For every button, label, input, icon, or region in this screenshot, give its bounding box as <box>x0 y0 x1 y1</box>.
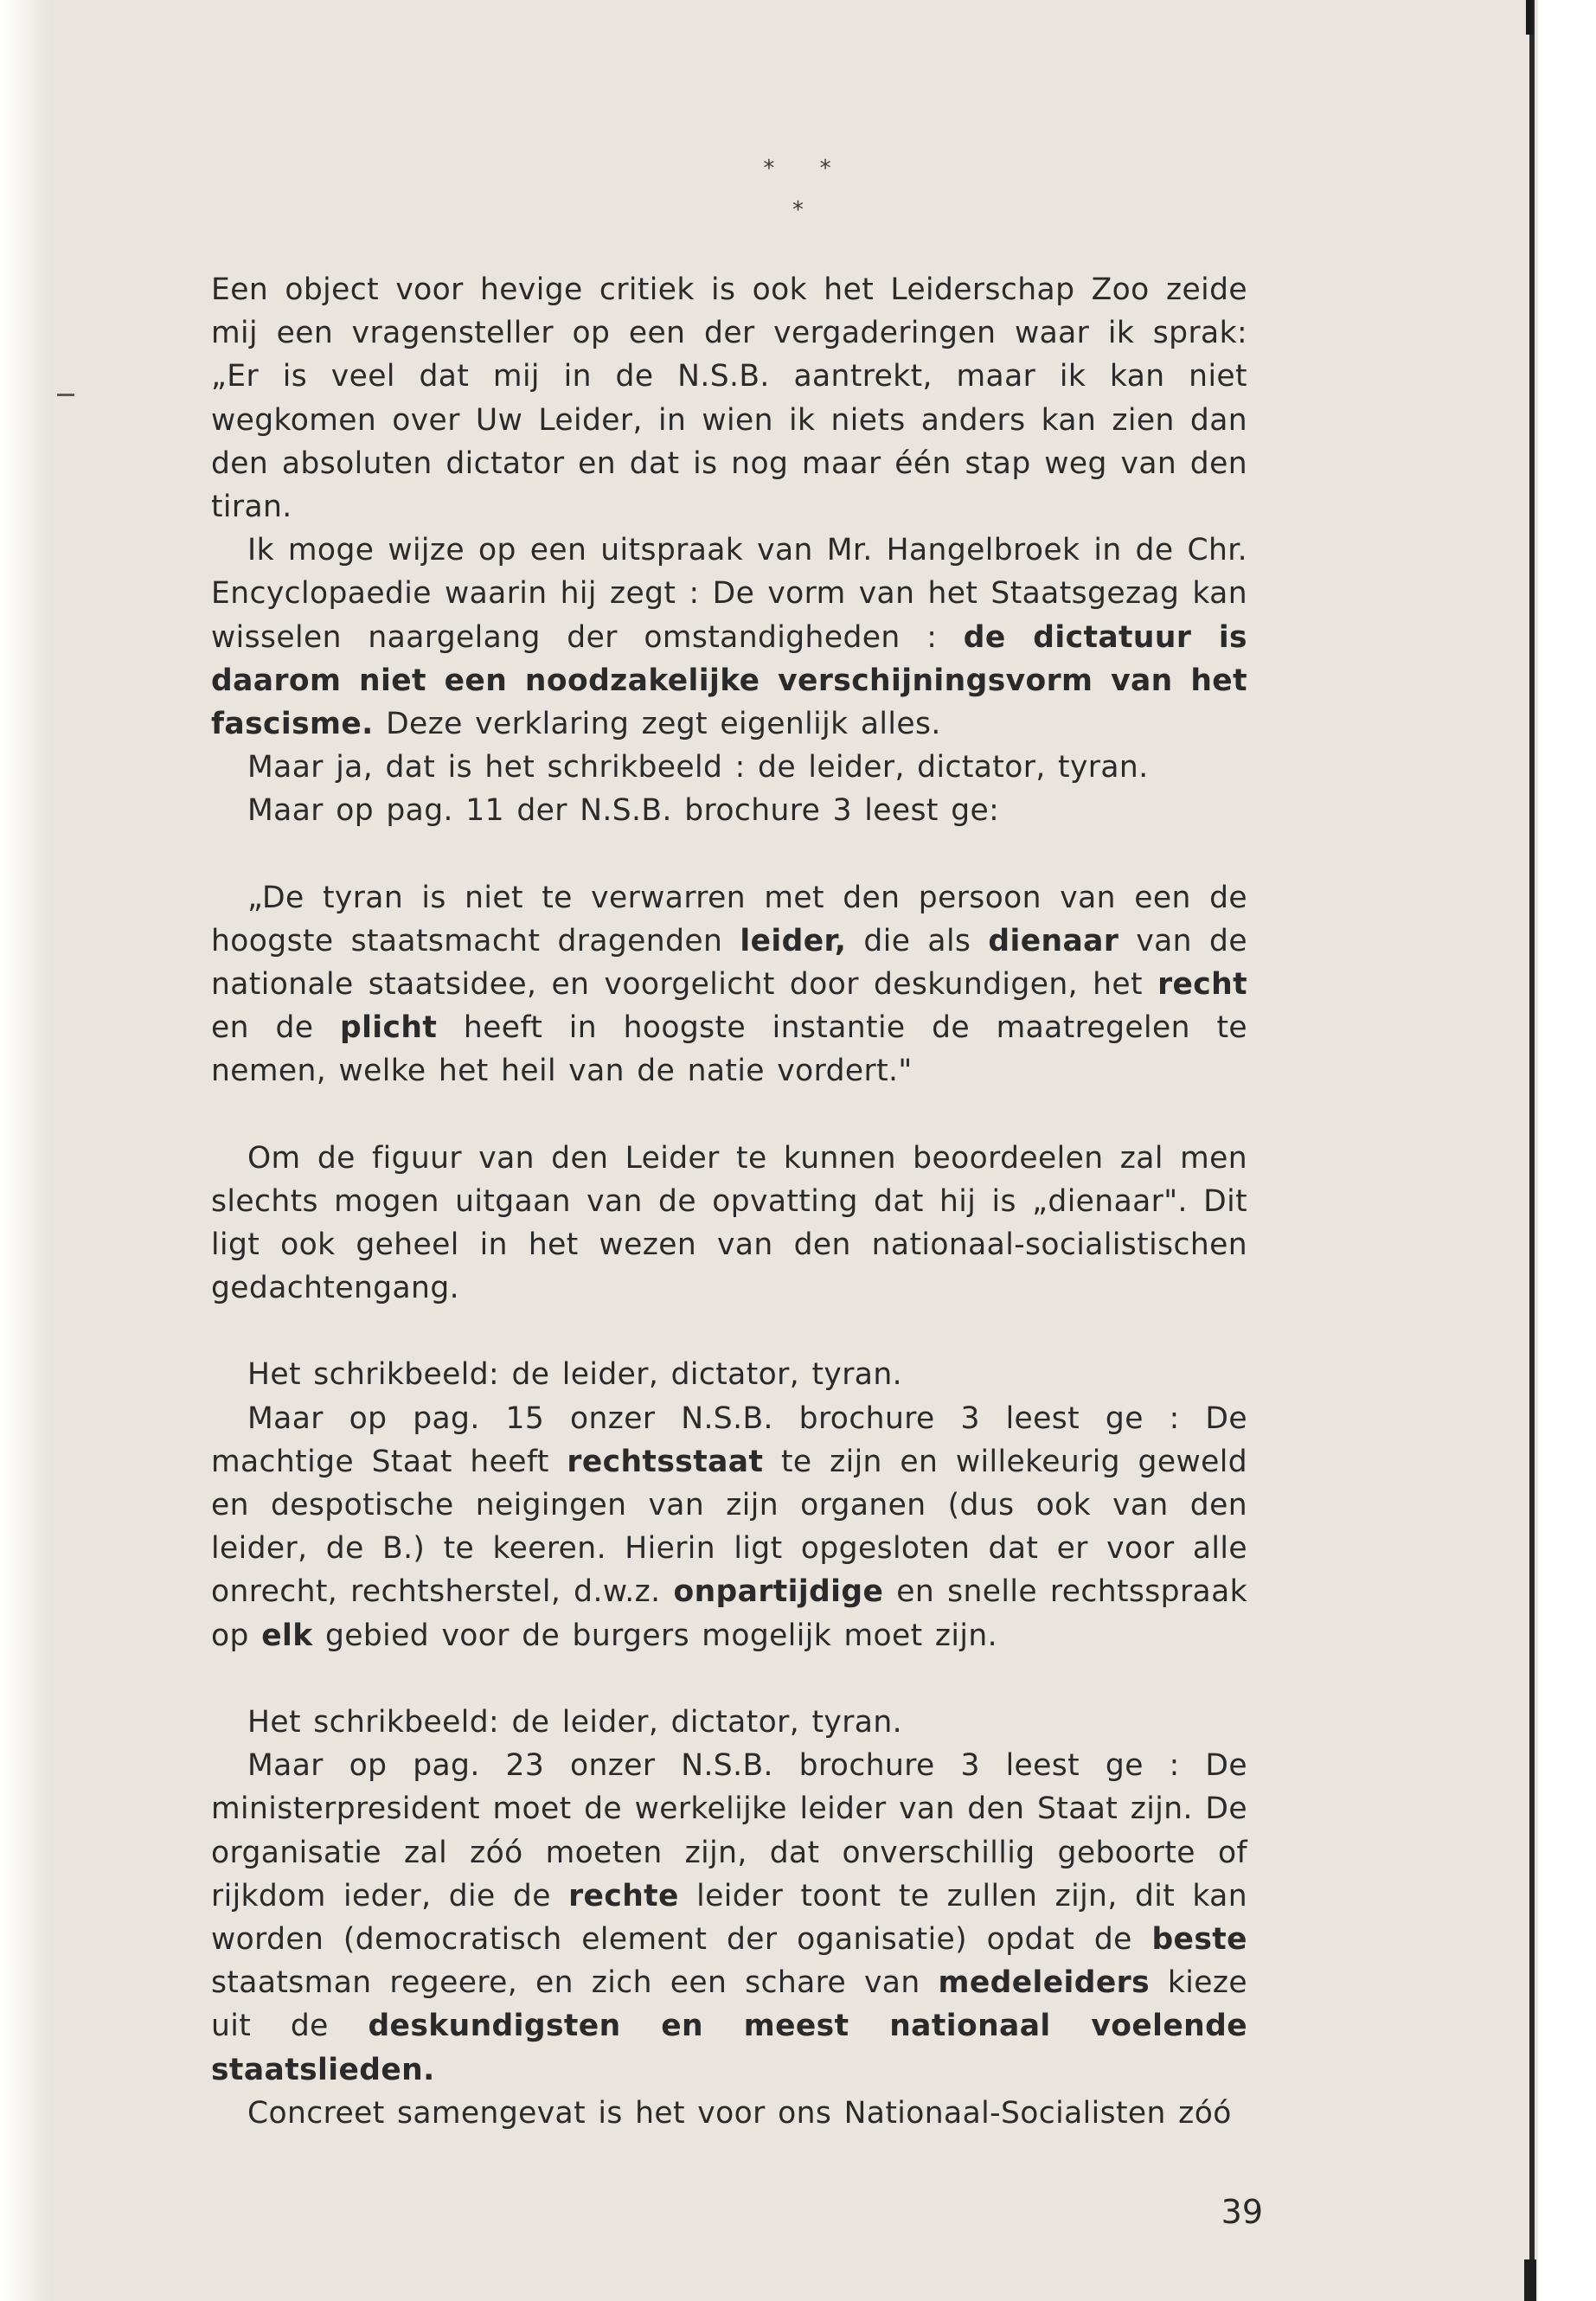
quote-emphasis-dienaar: dienaar <box>988 923 1119 958</box>
paragraph-10-text: kieze uit de <box>211 1965 1247 2044</box>
emphasis-beste: beste <box>1151 1921 1247 1957</box>
section-ornament-bottom: * <box>792 197 804 223</box>
page-number: 39 <box>1221 2193 1263 2231</box>
paragraph-gap <box>211 1310 1247 1353</box>
page-edge-rule <box>1529 0 1535 2301</box>
paragraph-1: Een object voor hevige critiek is ook het Leiderschap Zoo zeide mij een vragensteller op een der vergaderingen waar ik sprak: „Er is veel dat mij in de N.S.B. aantrekt, maar ik kan niet wegkomen over Uw Leider, in wien ik niets anders kan zien dan den absoluten dictator en dat is nog maar één stap weg van den tiran. <box>211 272 1247 525</box>
emphasis-rechtsstaat: rechtsstaat <box>567 1444 764 1479</box>
paragraph-3: Maar ja, dat is het schrikbeeld : de leider, dictator, tyran. <box>247 750 1149 785</box>
paragraph-10-text: staatsman regeere, en zich een schare van <box>211 1965 920 2001</box>
paragraph-8-text-end: gebied voor de burgers mogelijk moet zijn. <box>324 1618 997 1653</box>
paragraph-10-text: leider toont te zullen zijn, dit kan worden (democratisch element der oganisatie) opdat de <box>211 1878 1247 1957</box>
emphasis-onpartijdige: onpartijdige <box>673 1574 884 1610</box>
emphasis-deskundigsten: deskundigsten en meest nationaal voelende staatslieden. <box>211 2009 1247 2087</box>
scan-margin-left <box>0 0 52 2301</box>
quote-emphasis-plicht: plicht <box>339 1010 438 1046</box>
scan-margin-right <box>1538 0 1596 2301</box>
paragraph-11: Concreet samengevat is het voor ons Nationaal-Socialisten zóó <box>247 2095 1232 2131</box>
paragraph-gap <box>211 833 1247 876</box>
emphasis-rechte: rechte <box>568 1878 679 1913</box>
paragraph-9: Het schrikbeeld: de leider, dictator, tyran. <box>247 1704 902 1740</box>
paragraph-4: Maar op pag. 11 der N.S.B. brochure 3 leest ge: <box>247 793 1000 829</box>
body-text <box>211 268 1247 2135</box>
quote-text: „De tyran is niet te verwarren met den persoon van een de hoogste staatsmacht dragenden <box>211 880 1247 958</box>
paragraph-2-text: Ik moge wijze op een uitspraak van Mr. Hangelbroek in de Chr. Encyclopaedie waarin hij zegt : De vorm van het Staatsgezag kan wisselen naargelang der omstandigheden : <box>211 533 1247 655</box>
margin-mark <box>57 394 74 396</box>
emphasis-medeleiders: medeleiders <box>938 1965 1151 2001</box>
quote-emphasis-recht: recht <box>1157 967 1247 1003</box>
paragraph-7: Het schrikbeeld: de leider, dictator, tyran. <box>247 1357 902 1393</box>
paragraph-8-text: Maar op pag. 15 onzer N.S.B. brochure 3 leest ge : De machtige Staat heeft <box>211 1400 1247 1479</box>
quote-paragraph <box>211 876 1247 1093</box>
quote-text: en de <box>211 1010 314 1046</box>
paragraph-6: Om de figuur van den Leider te kunnen beoordeelen zal men slechts mogen uitgaan van de opvatting dat hij is „dienaar". Dit ligt ook geheel in het wezen van den nationaal-socialistischen gedachtengang. <box>211 1140 1247 1306</box>
paragraph-10 <box>211 1744 1247 2092</box>
paragraph-8-text: en snelle rechtsspraak op <box>211 1574 1248 1653</box>
section-ornament-top: * * <box>763 156 850 182</box>
quote-emphasis-leider: leider, <box>740 923 847 958</box>
paragraph-8-text: te zijn en willekeurig geweld en despotische neigingen van zijn organen (dus ook van den leider, de B.) te keeren. Hierin ligt opgesloten dat er voor alle onrecht, rechtsherstel, d.w.z. <box>211 1444 1248 1610</box>
quote-text-end: heeft in hoogste instantie de maatregelen te nemen, welke het heil van de natie vordert." <box>211 1010 1247 1089</box>
paragraph-2 <box>211 529 1247 746</box>
page-edge-tick <box>1526 0 1533 35</box>
paragraph-10-text: Maar op pag. 23 onzer N.S.B. brochure 3 leest ge : De ministerpresident moet de werkelijke leider van den Staat zijn. De organisatie zal zóó moeten zijn, dat onverschillig geboorte of rijkdom ieder, die de <box>211 1748 1247 1913</box>
page-edge-corner <box>1524 2259 1536 2301</box>
paragraph-8 <box>211 1397 1247 1657</box>
paragraph-gap <box>211 1093 1247 1137</box>
emphasis-elk: elk <box>261 1618 313 1653</box>
paragraph-gap <box>211 1657 1247 1701</box>
quote-text: die als <box>863 923 971 958</box>
paragraph-2-text-end: Deze verklaring zegt eigenlijk alles. <box>386 707 941 742</box>
paragraph-2-emphasis: de dictatuur is daarom niet een noodzakelijke verschijningsvorm van het fascisme. <box>211 619 1247 742</box>
quote-text: van de nationale staatsidee, en voorgelicht door deskundigen, het <box>211 923 1247 1003</box>
